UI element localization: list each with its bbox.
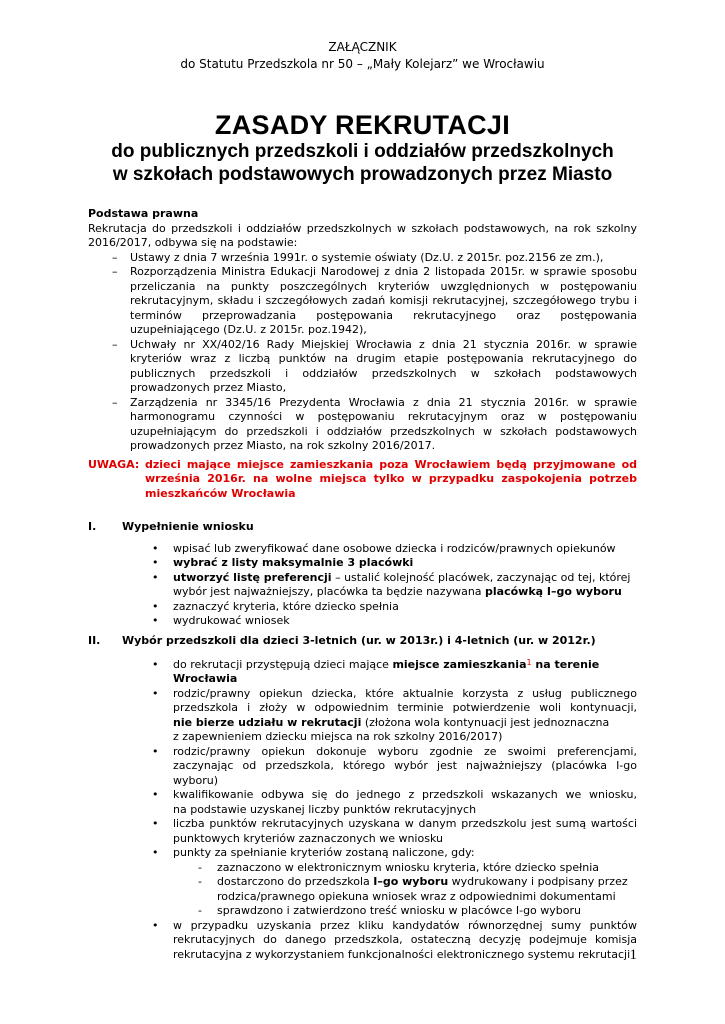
warning-label: UWAGA: xyxy=(88,458,140,471)
sub-item-3: sprawdzono i zatwierdzono treść wniosku w placówce I-go wyboru xyxy=(217,904,581,917)
item-bold: na terenie xyxy=(531,658,600,671)
dash-marker: – xyxy=(112,265,118,278)
subtitle-line-2: w szkołach podstawowych prowadzonych przez Miasto xyxy=(112,164,613,185)
warning-line-1: dzieci mające miejsce zamieszkania poza Wrocławiem będą przyjmowane od xyxy=(145,458,637,471)
sub-dash-marker: - xyxy=(198,861,202,874)
bullet-marker: • xyxy=(152,614,159,627)
legal-item-4-line: prowadzonych przez Miasto, na rok szkolny 2016/2017. xyxy=(130,439,436,452)
section-2-item-7-line: rekrutacyjnych do danego przedszkola, ostateczną decyzję podejmuje komisja xyxy=(173,933,637,946)
bullet-marker: • xyxy=(152,556,159,569)
bullet-marker: • xyxy=(152,817,159,830)
legal-item-3-line: Uchwały nr XX/402/16 Rady Miejskiej Wrocławia z dnia 21 stycznia 2016r. w sprawie xyxy=(130,338,637,351)
dash-marker: – xyxy=(112,338,118,351)
bullet-marker: • xyxy=(152,788,159,801)
item-3-text: – ustalić kolejność placówek, zaczynając od tej, której xyxy=(331,571,631,584)
item-3-line-2-bold: placówką I–go wyboru xyxy=(485,585,622,598)
bullet-marker: • xyxy=(152,687,159,700)
warning-line-3: mieszkańców Wrocławia xyxy=(145,487,296,500)
section-2-item-4-line: kwalifikowanie odbywa się do jednego z przedszkoli wskazanych we wniosku, xyxy=(173,788,637,801)
section-2-item-3-line: rodzic/prawny opiekun dokonuje wyboru zgodnie ze swoimi preferencjami, xyxy=(173,745,637,758)
section-2-item-4-line: na podstawie uzyskanej liczby punktów rekrutacyjnych xyxy=(173,803,477,816)
sub-item-2 xyxy=(217,875,628,890)
legal-item-3-line: kryteriów wraz z liczbą punktów na drugim etapie postępowania rekrutacyjnego do xyxy=(130,352,637,365)
item-3-bold: utworzyć listę preferencji xyxy=(173,571,332,584)
section-2-item-3-line: zaczynając od przedszkola, którego wybór jest najważniejszy (placówka I-go xyxy=(173,759,637,772)
bullet-marker: • xyxy=(152,846,159,859)
section-2-heading: Wybór przedszkoli dla dzieci 3-letnich (ur. w 2013r.) i 4-letnich (ur. w 2012r.) xyxy=(122,634,596,647)
legal-item-2-line: Rozporządzenia Ministra Edukacji Narodowej z dnia 2 listopada 2015r. w sprawie sposobu xyxy=(130,265,637,278)
section-1-item-4: zaznaczyć kryteria, które dziecko spełnia xyxy=(173,600,399,613)
subtitle-line-1: do publicznych przedszkoli i oddziałów przedszkolnych xyxy=(111,141,614,162)
legal-item-1: Ustawy z dnia 7 września 1991r. o systemie oświaty (Dz.U. z 2015r. poz.2156 ze zm.), xyxy=(130,251,604,264)
section-2-item-2-line xyxy=(173,716,609,731)
section-2-item-1 xyxy=(173,658,599,673)
bullet-marker: • xyxy=(152,571,159,584)
bullet-marker: • xyxy=(152,600,159,613)
section-1-item-3-line-2 xyxy=(173,585,622,600)
sub-dash-marker: - xyxy=(198,875,202,888)
section-1-item-5: wydrukować wniosek xyxy=(173,614,290,627)
legal-item-2-line: przeliczania na punkty poszczególnych kryteriów uwzględnionych w postępowaniu xyxy=(130,280,637,293)
legal-item-4-line: harmonogramu czynności w postępowaniu rekrutacyjnym oraz w postępowaniu xyxy=(130,410,637,423)
legal-item-2-line: rekrutacyjnym, składu i szczegółowych zadań komisji rekrutacyjnej, szczegółowego trybu i xyxy=(130,294,637,307)
section-2-item-7-line: w przypadku uzyskania przez kliku kandydatów równorzędnej sumy punktów xyxy=(173,919,637,932)
section-1-item-3 xyxy=(173,571,631,586)
sub-item-2-line-2: rodzica/prawnego opiekuna wniosek wraz z odpowiednimi dokumentami xyxy=(217,890,616,903)
legal-item-2-line: uzupełniającego (Dz.U. z 2015r. poz.1942), xyxy=(130,323,367,336)
section-2-item-2-line: z zapewnieniem dziecku miejsca na rok szkolny 2016/2017) xyxy=(173,730,503,743)
item-text: wydrukowany i podpisany przez xyxy=(448,875,628,888)
page-title: ZASADY REKRUTACJI xyxy=(214,110,511,140)
section-1-item-2: wybrać z listy maksymalnie 3 placówki xyxy=(173,556,414,569)
section-1-number: I. xyxy=(88,520,97,533)
section-2-item-6: punkty za spełnianie kryteriów zostaną naliczone, gdy: xyxy=(173,846,475,859)
section-2-item-5-line: punktowych kryteriów zaznaczonych we wniosku xyxy=(173,832,443,845)
legal-intro-1: Rekrutacja do przedszkoli i oddziałów przedszkolnych w szkołach podstawowych, na rok szkolny xyxy=(88,222,637,235)
section-2-item-2-line: rodzic/prawny opiekun dziecka, które aktualnie korzysta z usług publicznego xyxy=(173,687,637,700)
item-bold: miejsce zamieszkania xyxy=(392,658,527,671)
section-2-number: II. xyxy=(88,634,101,647)
legal-intro-2: 2016/2017, odbywa się na podstawie: xyxy=(88,236,298,249)
bullet-marker: • xyxy=(152,542,159,555)
section-2-item-2-line: przedszkola i złoży w odpowiednim terminie potwierdzenie woli kontynuacji, xyxy=(173,701,637,714)
sub-item-1: zaznaczono w elektronicznym wniosku kryteria, które dziecko spełnia xyxy=(217,861,600,874)
dash-marker: – xyxy=(112,396,118,409)
legal-item-4-line: Zarządzenia nr 3345/16 Prezydenta Wrocławia z dnia 21 stycznia 2016r. w sprawie xyxy=(130,396,637,409)
header-line-1: ZAŁĄCZNIK xyxy=(328,40,397,54)
item-bold: I–go wyboru xyxy=(373,875,449,888)
header-line-2: do Statutu Przedszkola nr 50 – „Mały Kolejarz” we Wrocławiu xyxy=(180,57,545,71)
item-text: do rekrutacji przystępują dzieci mające xyxy=(173,658,393,671)
section-2-item-1-line-2: Wrocławia xyxy=(173,672,238,685)
legal-item-3-line: prowadzonych przez Miasto, xyxy=(130,381,287,394)
legal-item-4-line: uzupełniającym do przedszkoli i oddziałów przedszkolnych w szkołach podstawowych xyxy=(130,425,637,438)
bullet-marker: • xyxy=(152,658,159,671)
item-3-line-2-text: wybór jest najważniejszy, placówka ta będzie nazywana xyxy=(173,585,486,598)
item-bold: nie bierze udziału w rekrutacji xyxy=(173,716,362,729)
warning-line-2: września 2016r. na wolne miejsca tylko w przypadku zaspokojenia potrzeb xyxy=(145,472,637,485)
page-number: 1 xyxy=(629,947,637,963)
section-1-item-1: wpisać lub zweryfikować dane osobowe dziecka i rodziców/prawnych opiekunów xyxy=(173,542,616,555)
section-2-item-7-line: rekrutacyjna z wykorzystaniem funkcjonalności elektronicznego systemu rekrutacji xyxy=(173,948,631,961)
legal-heading: Podstawa prawna xyxy=(88,207,199,220)
legal-item-2-line: terminów przeprowadzania postępowania rekrutacyjnego oraz postępowania xyxy=(130,309,637,322)
section-2-item-3-line: wyboru) xyxy=(173,774,219,787)
bullet-marker: • xyxy=(152,919,159,932)
legal-item-3-line: publicznych przedszkoli i oddziałów przedszkolnych w szkołach podstawowych xyxy=(130,367,637,380)
sub-dash-marker: - xyxy=(198,904,202,917)
item-text: dostarczono do przedszkola xyxy=(217,875,374,888)
section-2-item-5-line: liczba punktów rekrutacyjnych uzyskana w danym przedszkolu jest sumą wartości xyxy=(173,817,637,830)
item-text: (złożona wola kontynuacji jest jednoznaczna xyxy=(361,716,610,729)
section-1-heading: Wypełnienie wniosku xyxy=(122,520,254,533)
dash-marker: – xyxy=(112,251,118,264)
bullet-marker: • xyxy=(152,745,159,758)
footnote-ref[interactable]: 1 xyxy=(526,658,532,667)
